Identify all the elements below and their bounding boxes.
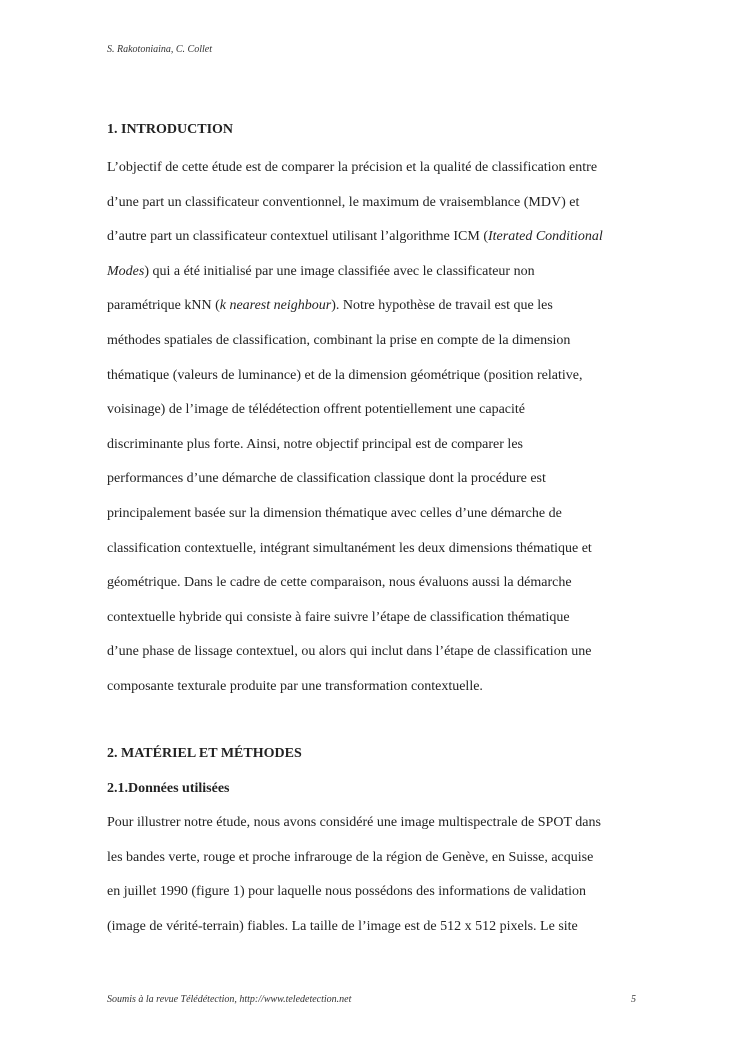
text-segment: en juillet 1990 (figure 1) pour laquelle nous possédons des informations de validation (107, 884, 587, 900)
subsection-heading-donnees: 2.1.Données utilisées (107, 781, 230, 796)
text-line (107, 298, 553, 314)
text-segment: les bandes verte, rouge et proche infrarouge de la région de Genève, en Suisse, acquise (107, 849, 594, 865)
footer-journal: Soumis à la revue Télédétection, http://www.teledetection.net (107, 994, 352, 1005)
italic-term: k nearest neighbour (219, 298, 332, 314)
text-segment: composante texturale produite par une transformation contextuelle. (107, 679, 483, 694)
text-line (107, 919, 578, 935)
text-line (107, 679, 483, 695)
text-segment: classification contextuelle, intégrant simultanément les deux dimensions thématique et (107, 540, 592, 556)
text-line (107, 541, 592, 557)
text-line (107, 195, 579, 211)
text-line (107, 437, 523, 453)
italic-term: Iterated Conditional (488, 229, 603, 245)
text-segment: (image de vérité-terrain) fiables. La taille de l’image est de 512 x 512 pixels. Le site (107, 918, 578, 934)
text-line (107, 471, 546, 487)
text-segment: ) qui a été initialisé par une image classifiée avec le classificateur non (144, 263, 535, 279)
page-number: 5 (631, 994, 636, 1005)
text-line (107, 506, 562, 522)
text-line (107, 264, 535, 280)
text-line (107, 644, 591, 660)
text-segment: thématique (valeurs de luminance) et de la dimension géométrique (position relative, (107, 367, 583, 383)
section-heading-introduction: 1. INTRODUCTION (107, 122, 234, 137)
running-head-authors: S. Rakotoniaina, C. Collet (107, 44, 212, 55)
italic-term: Modes (107, 263, 145, 279)
text-segment: Pour illustrer notre étude, nous avons considéré une image multispectrale de SPOT dans (107, 815, 601, 830)
text-segment: discriminante plus forte. Ainsi, notre objectif principal est de comparer les (107, 436, 523, 452)
text-line (107, 610, 570, 626)
text-segment: contextuelle hybride qui consiste à faire suivre l’étape de classification thématique (107, 609, 570, 625)
text-segment: d’une part un classificateur conventionnel, le maximum de vraisemblance (MDV) et (107, 194, 580, 210)
text-segment: principalement basée sur la dimension thématique avec celles d’une démarche de (107, 506, 562, 521)
text-line (107, 368, 582, 384)
text-segment: performances d’une démarche de classification classique dont la procédure est (107, 471, 546, 487)
text-segment: voisinage) de l’image de télédétection offrent potentiellement une capacité (107, 402, 526, 418)
text-segment: d’une phase de lissage contextuel, ou alors qui inclut dans l’étape de classification une (107, 644, 592, 660)
text-line (107, 884, 586, 900)
text-line (107, 850, 593, 866)
text-line (107, 229, 603, 245)
text-line (107, 402, 525, 418)
text-line (107, 575, 572, 591)
text-segment: paramétrique kNN ( (107, 298, 220, 314)
text-segment: géométrique. Dans le cadre de cette comparaison, nous évaluons aussi la démarche (107, 575, 572, 591)
text-segment: d’autre part un classificateur contextuel utilisant l’algorithme ICM ( (107, 229, 488, 245)
text-line (107, 815, 601, 831)
section-heading-materiel-methodes: 2. MATÉRIEL ET MÉTHODES (107, 746, 302, 761)
text-line (107, 160, 597, 176)
text-line (107, 333, 570, 349)
text-segment: L’objectif de cette étude est de comparer la précision et la qualité de classification entre (107, 160, 598, 175)
text-segment: ). Notre hypothèse de travail est que les (331, 298, 553, 314)
text-segment: méthodes spatiales de classification, combinant la prise en compte de la dimension (107, 333, 571, 348)
